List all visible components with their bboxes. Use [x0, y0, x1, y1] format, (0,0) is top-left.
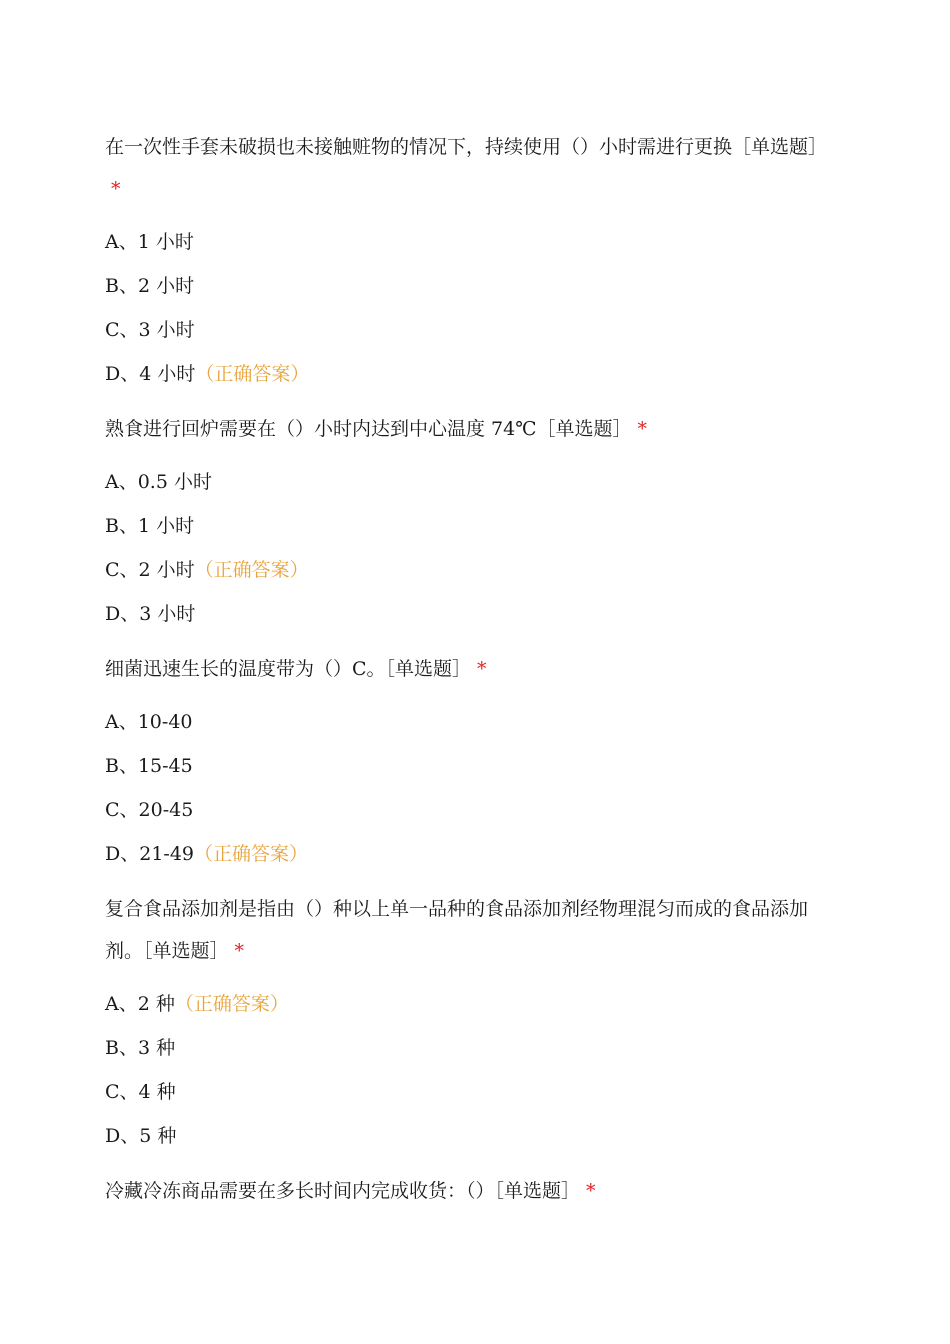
option-label: D、21-49 [105, 843, 195, 865]
option-label: A、1 小时 [105, 231, 194, 253]
required-asterisk: * [111, 178, 121, 200]
option-c [105, 548, 840, 592]
option-b [105, 744, 840, 788]
question-text: 复合食品添加剂是指由（）种以上单一品种的食品添加剂经物理混匀而成的食品添加剂。［单选题］ [105, 898, 809, 962]
option-c [105, 788, 840, 832]
option-label: B、15-45 [105, 755, 193, 777]
correct-answer-note: （正确答案） [194, 559, 309, 581]
option-d [105, 1114, 840, 1158]
option-b [105, 1026, 840, 1070]
correct-answer-note: （正确答案） [174, 993, 289, 1015]
question-text: 细菌迅速生长的温度带为（）C。［单选题］ [105, 658, 472, 680]
question-2 [105, 408, 840, 636]
correct-answer-note: （正确答案） [194, 843, 309, 865]
option-label: A、10-40 [105, 711, 193, 733]
question-text: 在一次性手套未破损也未接触赃物的情况下，持续使用（）小时需进行更换［单选题］ [105, 136, 828, 158]
question-4 [105, 888, 840, 1158]
question-spacer [105, 636, 840, 648]
option-label: D、3 小时 [105, 603, 196, 625]
option-label: A、0.5 小时 [105, 471, 212, 493]
option-d [105, 832, 840, 876]
option-label: C、20-45 [105, 799, 194, 821]
required-asterisk: * [234, 940, 245, 962]
question-spacer [105, 1158, 840, 1170]
question-text: 冷藏冷冻商品需要在多长时间内完成收货：（）［单选题］ [105, 1180, 581, 1202]
question-3 [105, 648, 840, 876]
question-title [105, 126, 840, 210]
option-label: B、3 种 [105, 1037, 176, 1059]
question-title [105, 408, 840, 450]
option-a [105, 460, 840, 504]
option-label: C、3 小时 [105, 319, 195, 341]
option-a [105, 220, 840, 264]
option-label: C、2 小时 [105, 559, 195, 581]
option-label: B、1 小时 [105, 515, 195, 537]
option-label: B、2 小时 [105, 275, 195, 297]
option-label: A、2 种 [105, 993, 175, 1015]
option-a [105, 982, 840, 1026]
question-text: 熟食进行回炉需要在（）小时内达到中心温度 74℃［单选题］ [105, 418, 632, 440]
option-b [105, 264, 840, 308]
question-spacer [105, 876, 840, 888]
option-d [105, 592, 840, 636]
option-c [105, 308, 840, 352]
option-b [105, 504, 840, 548]
option-a [105, 700, 840, 744]
question-title [105, 1170, 840, 1212]
option-c [105, 1070, 840, 1114]
option-label: D、4 小时 [105, 363, 196, 385]
required-asterisk: * [637, 418, 647, 440]
option-label: C、4 种 [105, 1081, 176, 1103]
required-asterisk: * [586, 1180, 596, 1202]
question-spacer [105, 396, 840, 408]
question-title [105, 888, 840, 972]
correct-answer-note: （正确答案） [195, 363, 310, 385]
question-5 [105, 1170, 840, 1212]
option-label: D、5 种 [105, 1125, 177, 1147]
option-d [105, 352, 840, 396]
question-title [105, 648, 840, 690]
required-asterisk: * [477, 658, 487, 680]
question-1 [105, 126, 840, 396]
